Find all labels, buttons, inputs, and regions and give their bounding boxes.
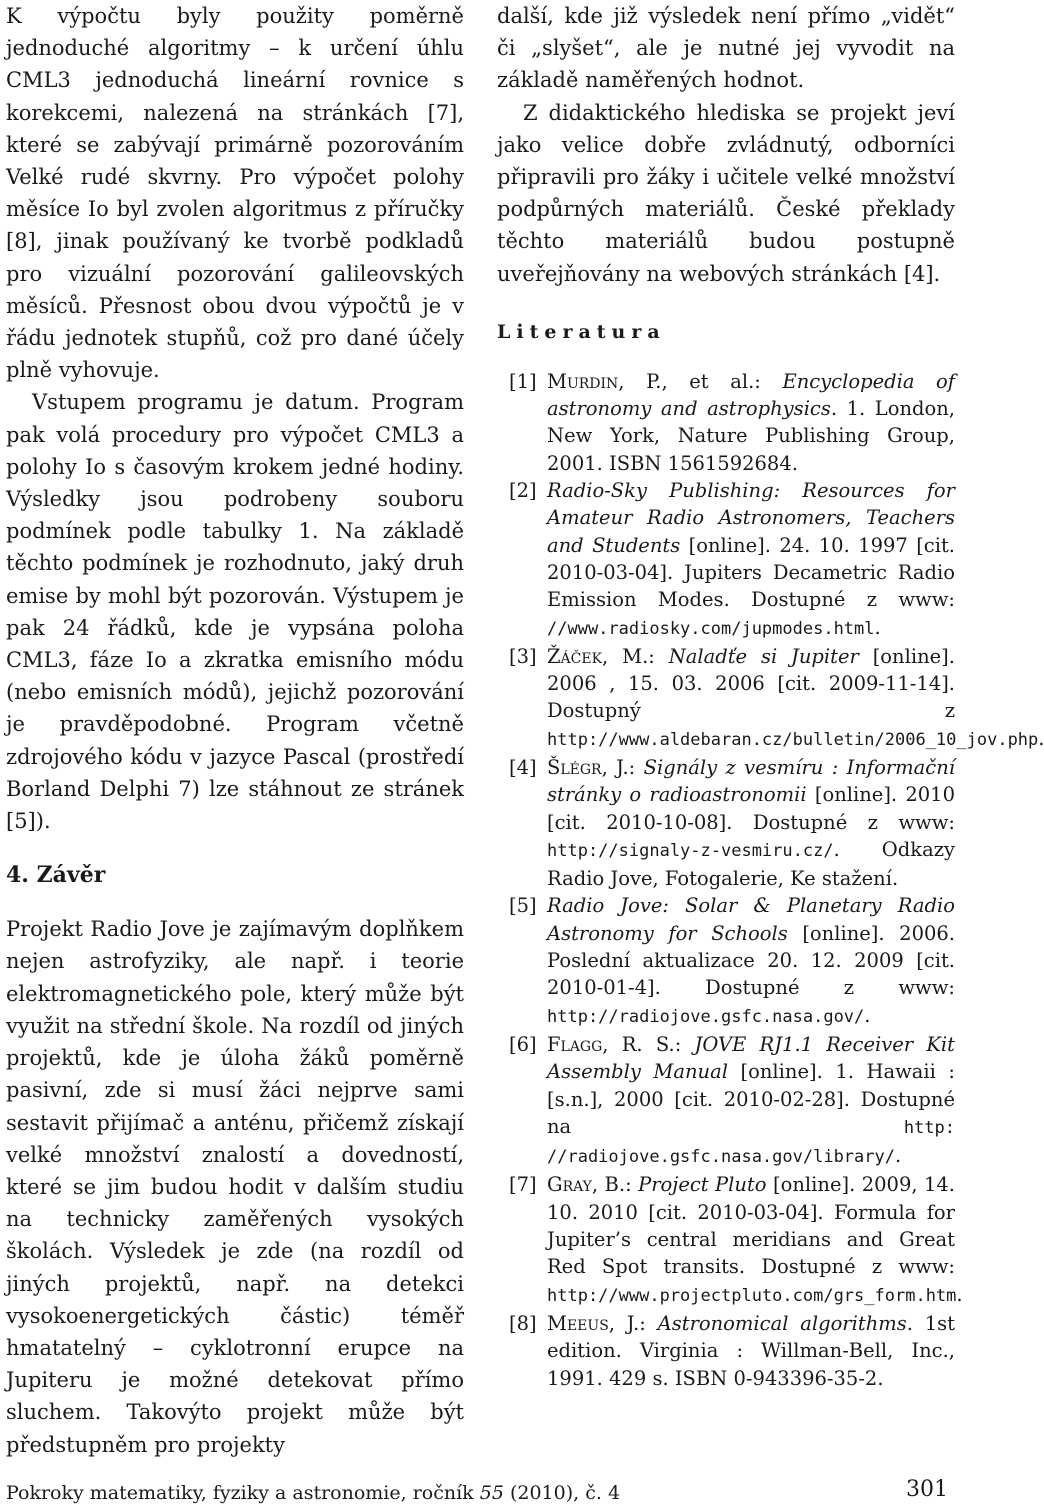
reference-tail: . <box>895 1144 902 1168</box>
reference-details: . 1st edition. Virginia : Willman-Bell, Inc., 1991. 429 s. ISBN 0-943396-35-2. <box>547 1311 955 1390</box>
reference-title: Radio Jove: Solar & Planetary Radio Astronomy for Schools <box>547 894 955 945</box>
page-number: 301 <box>906 1477 948 1502</box>
reference-url-link[interactable]: //www.radiosky.com/jupmodes.html <box>547 618 875 639</box>
reference-tail: . <box>874 615 881 639</box>
reference-separator: : <box>628 755 644 779</box>
reference-title: Astronomical algorithms <box>657 1311 907 1335</box>
reference-separator: : <box>625 1173 639 1197</box>
reference-author: Meeus, J. <box>547 1311 640 1335</box>
journal-citation: Pokroky matematiky, fyziky a astronomie, ročník 55 (2010), č. 4 <box>6 1482 621 1504</box>
reference-item <box>497 643 1044 754</box>
reference-details: [online]. 2006. Poslední aktualizace 20. 12. 2009 [cit. 2010-01-4]. Dostupné z www: <box>547 921 955 1000</box>
reference-url-link[interactable]: http://www.aldebaran.cz/bulletin/2006_10_jov.php <box>547 729 1039 750</box>
reference-item <box>497 1031 955 1171</box>
reference-number: [3] <box>509 644 537 668</box>
references-list <box>497 368 1044 1392</box>
volume-number: 55 <box>479 1482 504 1504</box>
reference-item <box>497 892 955 1030</box>
reference-tail: . Odkazy Radio Jove, Fotogalerie, Ke stažení. <box>547 837 955 891</box>
reference-separator: , et al.: <box>661 369 783 393</box>
reference-tail: . <box>956 1282 963 1306</box>
reference-number: [2] <box>509 479 537 503</box>
body-paragraph: další, kde již výsledek není přímo „vidět“ či „slyšet“, ale je nutné jej vyvodit na základě naměřených hodnot. <box>497 4 955 93</box>
reference-separator: : <box>674 1032 695 1056</box>
body-paragraph: Vstupem programu je datum. Program pak volá procedury pro výpočet CML3 a polohy Io s časovým krokem jedné hodiny. Výsledky jsou podrobeny souboru podmínek podle tabulky 1. Na základě těchto podmínek je rozhodnuto, jaký druh emise by mohl být pozorován. Výstupem je pak 24 řádků, kde je vypsána poloha CML3, fáze Io a zkratka emisního módu (nebo emisních módů), jejichž pozorování je pravděpodobné. Program včetně zdrojového kódu v jazyce Pascal (prostředí Borland Delphi 7) lze stáhnout ze stránek [5]). <box>6 390 464 834</box>
reference-number: [4] <box>509 755 537 779</box>
reference-number: [6] <box>509 1032 537 1056</box>
reference-details: [online]. 2006 , 15. 03. 2006 [cit. 2009-11-14]. Dostupný z <box>547 644 955 723</box>
reference-title: Project Pluto <box>638 1173 767 1197</box>
reference-details: [online]. 1. Hawaii : [s.n.], 2000 [cit. 2010-02-28]. Dostupné na <box>547 1060 955 1138</box>
left-column <box>6 0 464 1461</box>
reference-author: Gray, B. <box>547 1173 626 1197</box>
body-paragraph: Z didaktického hlediska se projekt jeví jako velice dobře zvládnutý, odborníci připravili pro žáky i učitele velké množství podpůrných materiálů. České překlady těchto materiálů budou postupně uveřejňovány na webových stránkách [4]. <box>497 100 955 286</box>
reference-separator: : <box>639 1311 658 1335</box>
reference-item <box>497 1171 963 1309</box>
reference-number: [1] <box>509 369 537 393</box>
reference-title: JOVE RJ1.1 Receiver Kit Assembly Manual <box>547 1032 955 1084</box>
reference-author: Flagg, R. S. <box>547 1032 675 1056</box>
reference-title: Radio-Sky Publishing: Resources for Amateur Radio Astronomers, Teachers and Students <box>547 479 955 557</box>
reference-details: [online]. 24. 10. 1997 [cit. 2010-03-04]. Jupiters Decametric Radio Emission Modes. Dostupné z www: <box>547 533 955 612</box>
reference-item <box>497 368 955 477</box>
reference-url-link[interactable]: http://radiojove.gsfc.nasa.gov/ <box>547 1006 865 1027</box>
reference-author: Murdin, P. <box>547 369 662 393</box>
reference-item <box>497 477 955 643</box>
body-paragraph: K výpočtu byly použity poměrně jednoduché algoritmy – k určení úhlu CML3 jednoduchá lineární rovnice s korekcemi, nalezená na stránkách [7], které se zabývají primárně pozorováním Velké rudé skvrny. Pro výpočet polohy měsíce Io byl zvolen algoritmus z příručky [8], jinak používaný ke tvorbě podkladů pro vizuální pozorování galileovských měsíců. Přesnost obou dvou výpočtů je v řádu jednotek stupňů, což pro dané účely plně vyhovuje. <box>6 4 464 383</box>
reference-item <box>497 1310 955 1392</box>
section-title: 4. Závěr <box>6 862 106 889</box>
reference-title: Encyclopedia of astronomy and astrophysics <box>547 369 955 421</box>
reference-tail: . <box>864 1003 871 1027</box>
reference-tail: . <box>1038 726 1044 750</box>
references-heading: Literatura <box>497 320 666 343</box>
reference-separator: : <box>648 644 669 668</box>
reference-details: [online]. 2010 [cit. 2010-10-08]. Dostupné z www: <box>547 783 955 834</box>
reference-title: Naladťe si Jupiter <box>668 644 859 668</box>
reference-number: [7] <box>509 1173 537 1197</box>
reference-url-link[interactable]: http://signaly-z-vesmiru.cz/ <box>547 840 834 861</box>
right-column <box>497 0 1044 1392</box>
reference-url-link[interactable]: http: //radiojove.gsfc.nasa.gov/library/ <box>547 1117 955 1168</box>
reference-details: . 1. London, New York, Nature Publishing Group, 2001. ISBN 1561592684. <box>547 397 955 475</box>
reference-number: [5] <box>509 894 537 918</box>
reference-title: Signály z vesmíru : Informační stránky o radioastronomii <box>547 755 955 807</box>
reference-url-link[interactable]: http://www.projectpluto.com/grs_form.htm <box>547 1285 957 1306</box>
reference-author: Šlégr, J. <box>547 755 629 779</box>
reference-details: [online]. 2009, 14. 10. 2010 [cit. 2010-03-04]. Formula for Jupiter’s central meridians and Great Red Spot transits. Dostupné z www: <box>547 1173 955 1279</box>
body-paragraph: Projekt Radio Jove je zajímavým doplňkem nejen astrofyziky, ale např. i teorie elektromagnetického pole, který může být využit na střední škole. Na rozdíl od jiných projektů, kde je úloha žáků poměrně pasivní, zde si musí žáci nejprve sami sestavit přijímač a anténu, přičemž získají velké množství znalostí a dovedností, které se jim budou hodit v dalším studiu na technicky zaměřených vysokých školách. Výsledek je zde (na rozdíl od jiných projektů, např. na detekci vysokoenergetických částic) téměř hmatatelný – cyklotronní erupce na Jupiteru je možné detekovat přímo sluchem. Takovýto projekt může být předstupněm pro projekty <box>6 917 464 1457</box>
reference-item <box>497 754 955 892</box>
reference-author: Žáček, M. <box>547 644 649 668</box>
reference-number: [8] <box>509 1311 537 1335</box>
